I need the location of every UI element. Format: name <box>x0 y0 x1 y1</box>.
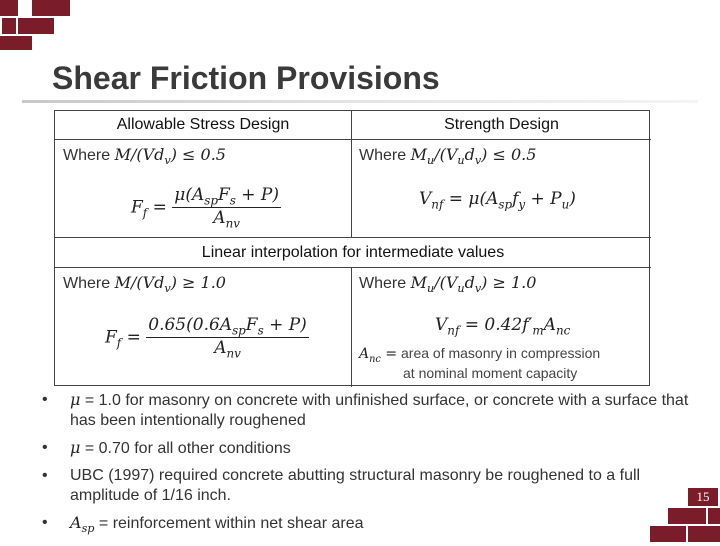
column-divider-bottom <box>351 267 352 387</box>
bullet-text: = reinforcement within net shear area <box>94 515 364 532</box>
bullet-dot: • <box>42 514 48 531</box>
middle-row-top-border <box>55 237 651 238</box>
bullet-symbol: μ <box>70 390 81 409</box>
provisions-table <box>54 110 650 386</box>
condition-math: $M_u/(V_ud_v) \le 0.5$ <box>410 145 537 168</box>
condition-math: $M/(Vd_v) \ge 1.0$ <box>114 273 226 296</box>
asd-low-condition <box>63 145 226 167</box>
anc-definition <box>359 345 649 381</box>
bullet-item <box>40 390 700 431</box>
asd-low-equation: $F_f$ = $\frac{\mu(A_{sp}F_s + P)}{A_{nv}}$ <box>131 185 279 231</box>
header-divider <box>55 139 651 140</box>
condition-word: Where <box>63 275 111 292</box>
page-number: 15 <box>688 488 718 506</box>
middle-row-bottom-border <box>55 267 651 268</box>
sd-high-equation: $V_{nf} = 0.42f'_mA_{nc}$ <box>435 315 571 338</box>
header-allowable-stress-design: Allowable Stress Design <box>116 116 290 133</box>
bullet-text: = 1.0 for masonry on concrete with unfinished surface, or concrete with a surface that has been intentionally roughened <box>70 392 689 429</box>
title-underline <box>22 100 698 103</box>
anc-definition-line2: at nominal moment capacity <box>403 364 578 381</box>
condition-word: Where <box>359 147 407 164</box>
bullet-dot: • <box>42 439 48 456</box>
condition-math: $M/(Vd_v) \le 0.5$ <box>114 145 226 168</box>
sd-low-equation: $V_{nf} = \mu(A_{sp}f_y + P_u)$ <box>419 189 576 212</box>
condition-word: Where <box>359 275 407 292</box>
header-strength-design: Strength Design <box>444 116 559 133</box>
bullet-symbol: $A_{sp}$ <box>70 513 95 536</box>
sd-low-condition <box>359 145 536 167</box>
bullet-item <box>40 513 700 539</box>
sd-high-condition <box>359 273 536 295</box>
bullet-symbol: μ <box>70 438 81 457</box>
interpolation-note: Linear interpolation for intermediate values <box>201 244 505 261</box>
bullet-list <box>40 390 700 546</box>
condition-math: $M_u/(V_ud_v) \ge 1.0$ <box>410 273 537 296</box>
bullet-item <box>40 438 700 459</box>
bullet-text: = 0.70 for all other conditions <box>80 440 291 457</box>
anc-definition-line1: area of masonry in compression <box>401 345 601 361</box>
asd-high-condition <box>63 273 226 295</box>
bullet-item <box>40 466 700 506</box>
bullet-text: UBC (1997) required concrete abutting structural masonry be roughened to a full amplitude of 1/16 inch. <box>70 467 641 504</box>
asd-high-equation: $F_f$ = $\frac{0.65(0.6A_{sp}F_s + P)}{A_{nv}}$ <box>105 315 307 361</box>
bullet-dot: • <box>42 467 48 484</box>
bullet-dot: • <box>42 391 48 408</box>
anc-symbol: $A_{nc}$ = <box>359 346 398 365</box>
slide-title: Shear Friction Provisions <box>52 60 440 96</box>
condition-word: Where <box>63 147 111 164</box>
